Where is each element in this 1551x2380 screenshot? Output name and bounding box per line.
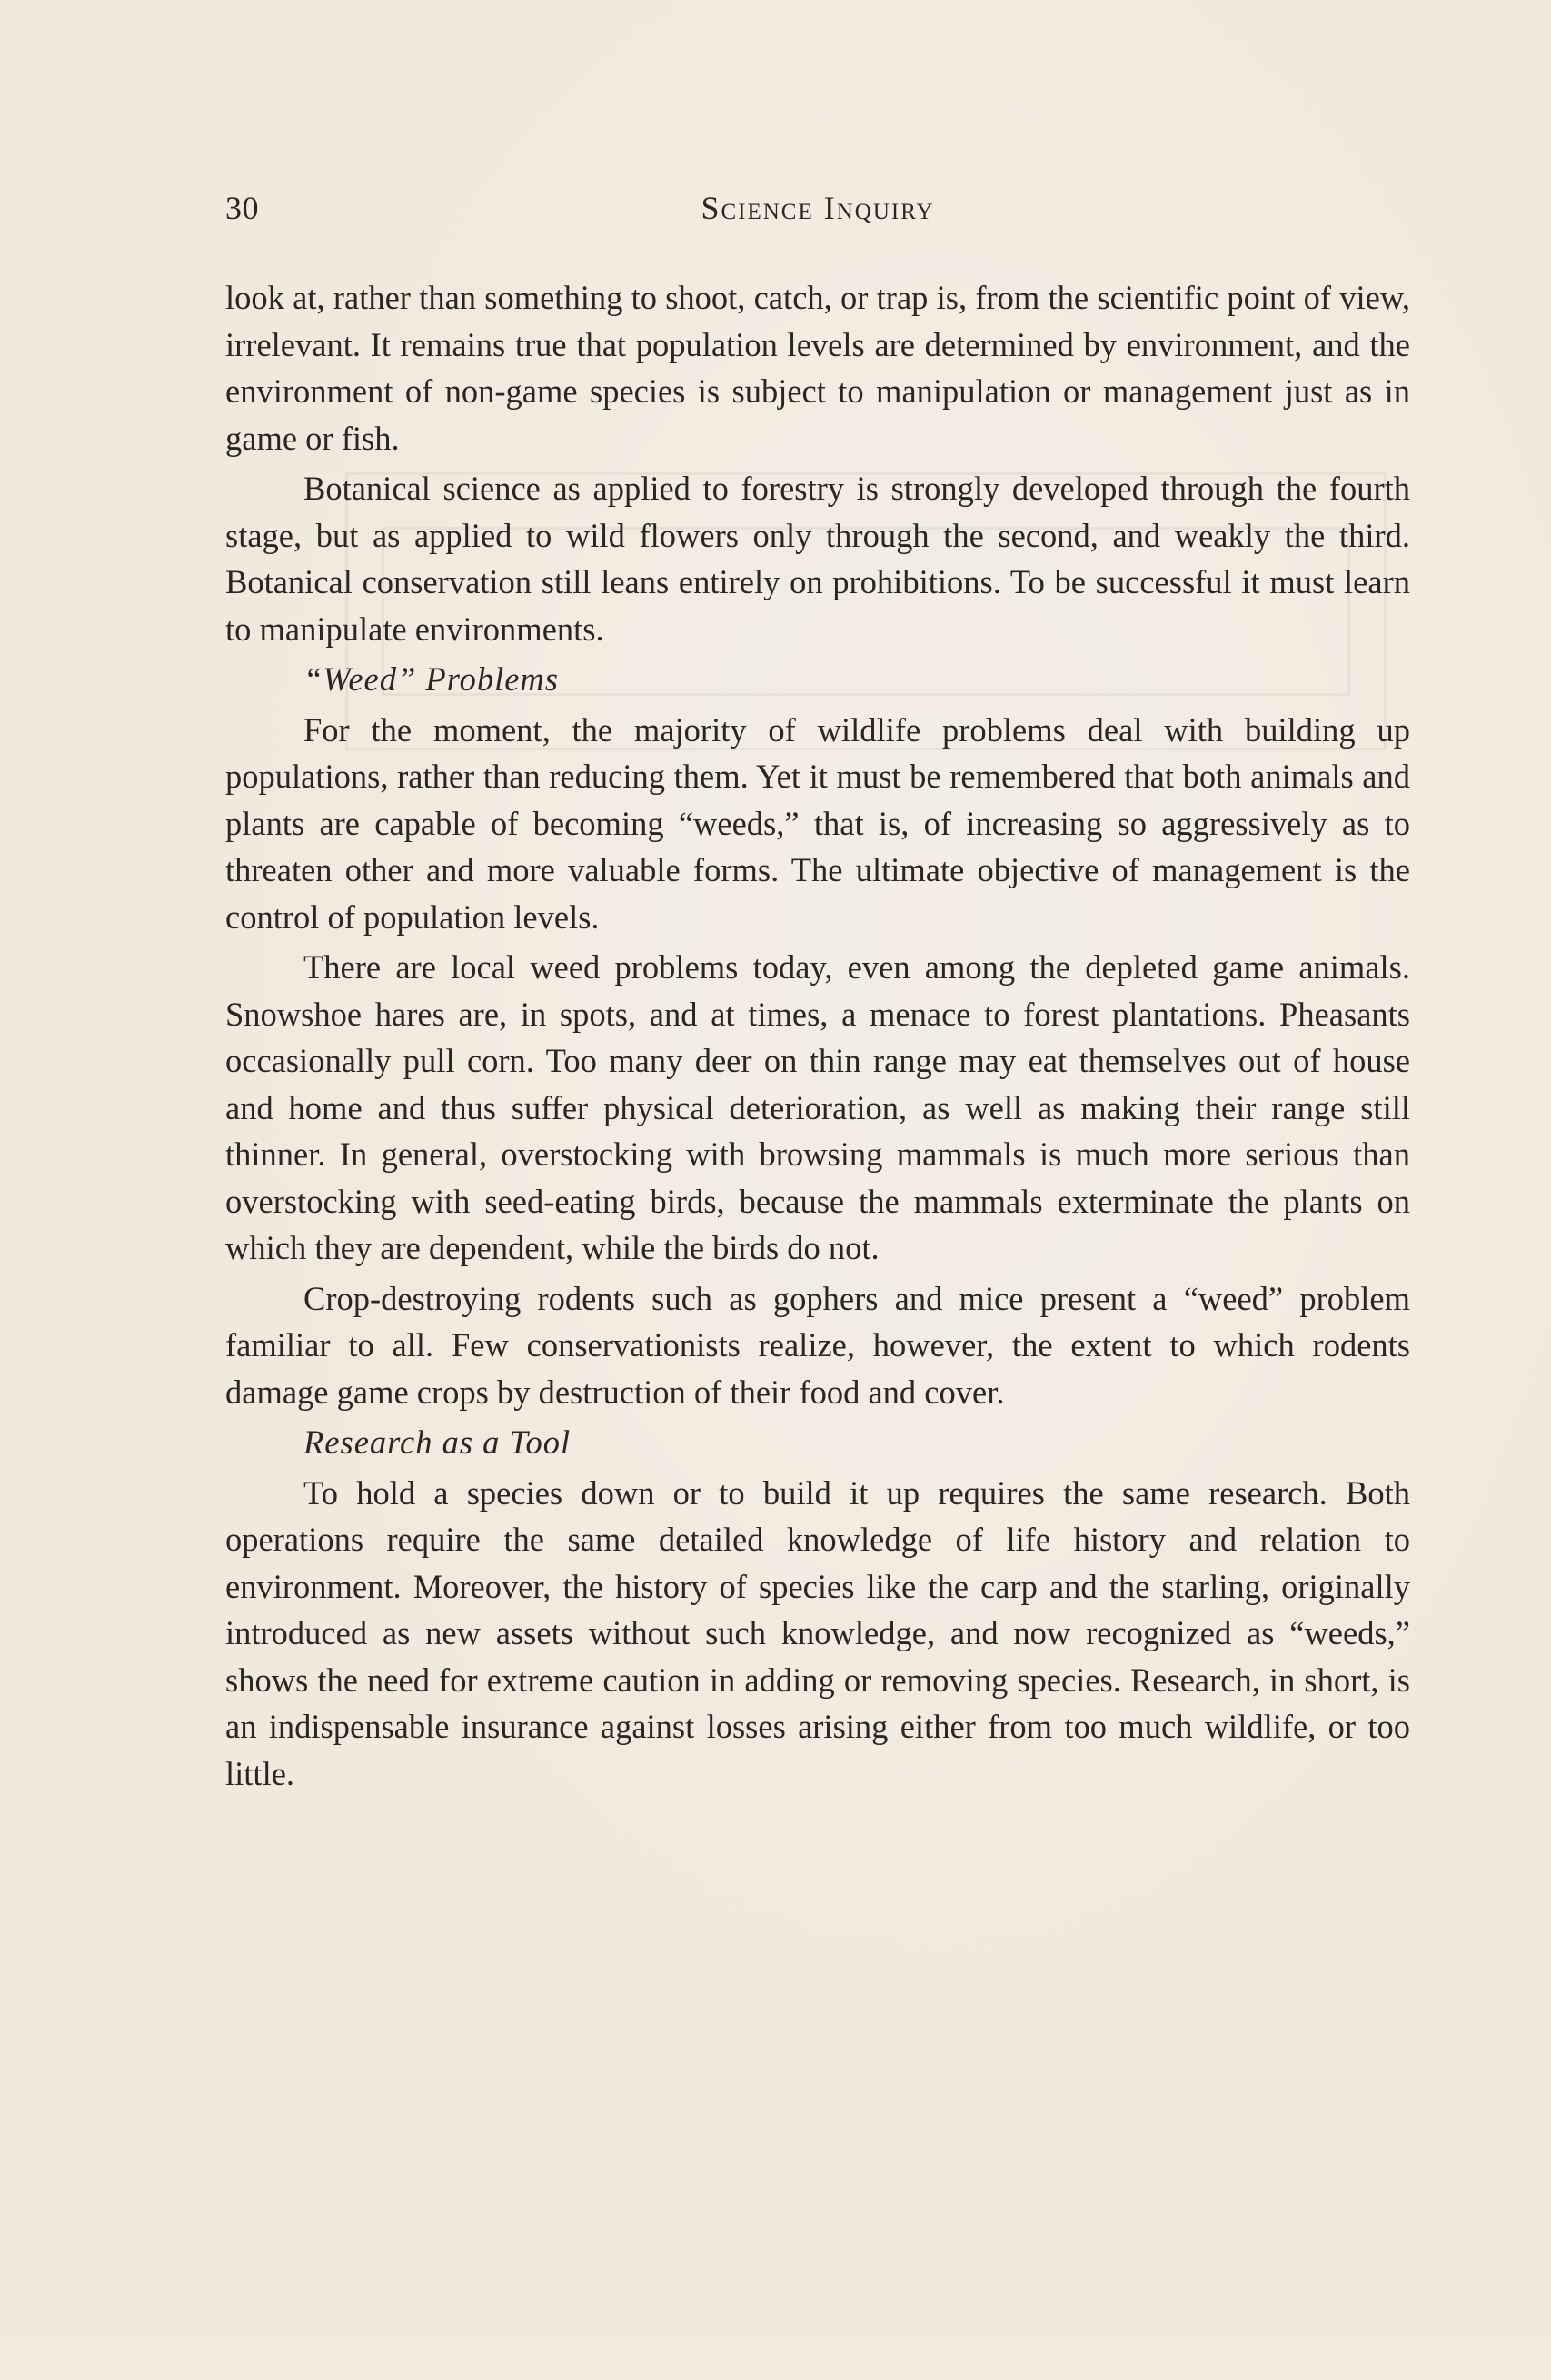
section-heading-weed-problems: “Weed” Problems bbox=[303, 660, 559, 698]
running-title: Science Inquiry bbox=[701, 190, 935, 226]
paragraph-local-weeds: There are local weed problems today, even among the depleted game animals. Snowshoe hares are, in spots, and at times, a menace to forest plantations. Pheasants occasionally pull corn. Too many deer on thin range may eat themselves out of house and home and thus suffer physical deterioration, as well as making their range still thinner. In general, overstocking with browsing mammals is much more serious than overstocking with seed-eating birds, because the mammals exterminate the plants on which they are dependent, while the birds do not. bbox=[225, 948, 1410, 1266]
paragraph-rodents: Crop-destroying rodents such as gophers and mice present a “weed” problem familiar to all. Few conservationists realize, however, the extent to which rodents damage game crops by destruction of their food and cover. bbox=[225, 1279, 1410, 1411]
running-head bbox=[225, 182, 1410, 236]
page-number: 30 bbox=[225, 190, 259, 226]
paragraph-botanical: Botanical science as applied to forestry is strongly developed through the fourth stage, but as applied to wild flowers only through the second, and weakly the third. Botanical conservation still leans entirely on prohibitions. To be successful it must learn to manipulate environments. bbox=[225, 470, 1410, 648]
section-heading-research: Research as a Tool bbox=[303, 1423, 572, 1461]
paragraph-weed-intro: For the moment, the majority of wildlife problems deal with building up populations, rather than reducing them. Yet it must be remembered that both animals and plants are capable of becoming “weeds,” that is, of increasing so aggressively as to threaten other and more valuable forms. The ultimate objective of management is the control of population levels. bbox=[225, 710, 1410, 936]
body-text bbox=[225, 274, 1410, 1797]
text-block bbox=[225, 182, 1410, 1800]
paragraph-continued: look at, rather than something to shoot, catch, or trap is, from the scientific point of view, irrelevant. It remains true that population levels are determined by environment, and the environment of non-game species is subject to manipulation or management just as in game or fish. bbox=[225, 279, 1410, 457]
paragraph-research: To hold a species down or to build it up requires the same research. Both operations require the same detailed knowledge of life history and relation to environment. Moreover, the history of species like the carp and the starling, originally introduced as new assets without such knowledge, and now recognized as “weeds,” shows the need for extreme caution in adding or removing species. Research, in short, is an indispensable insurance against losses arising either from too much wildlife, or too little. bbox=[225, 1473, 1410, 1792]
